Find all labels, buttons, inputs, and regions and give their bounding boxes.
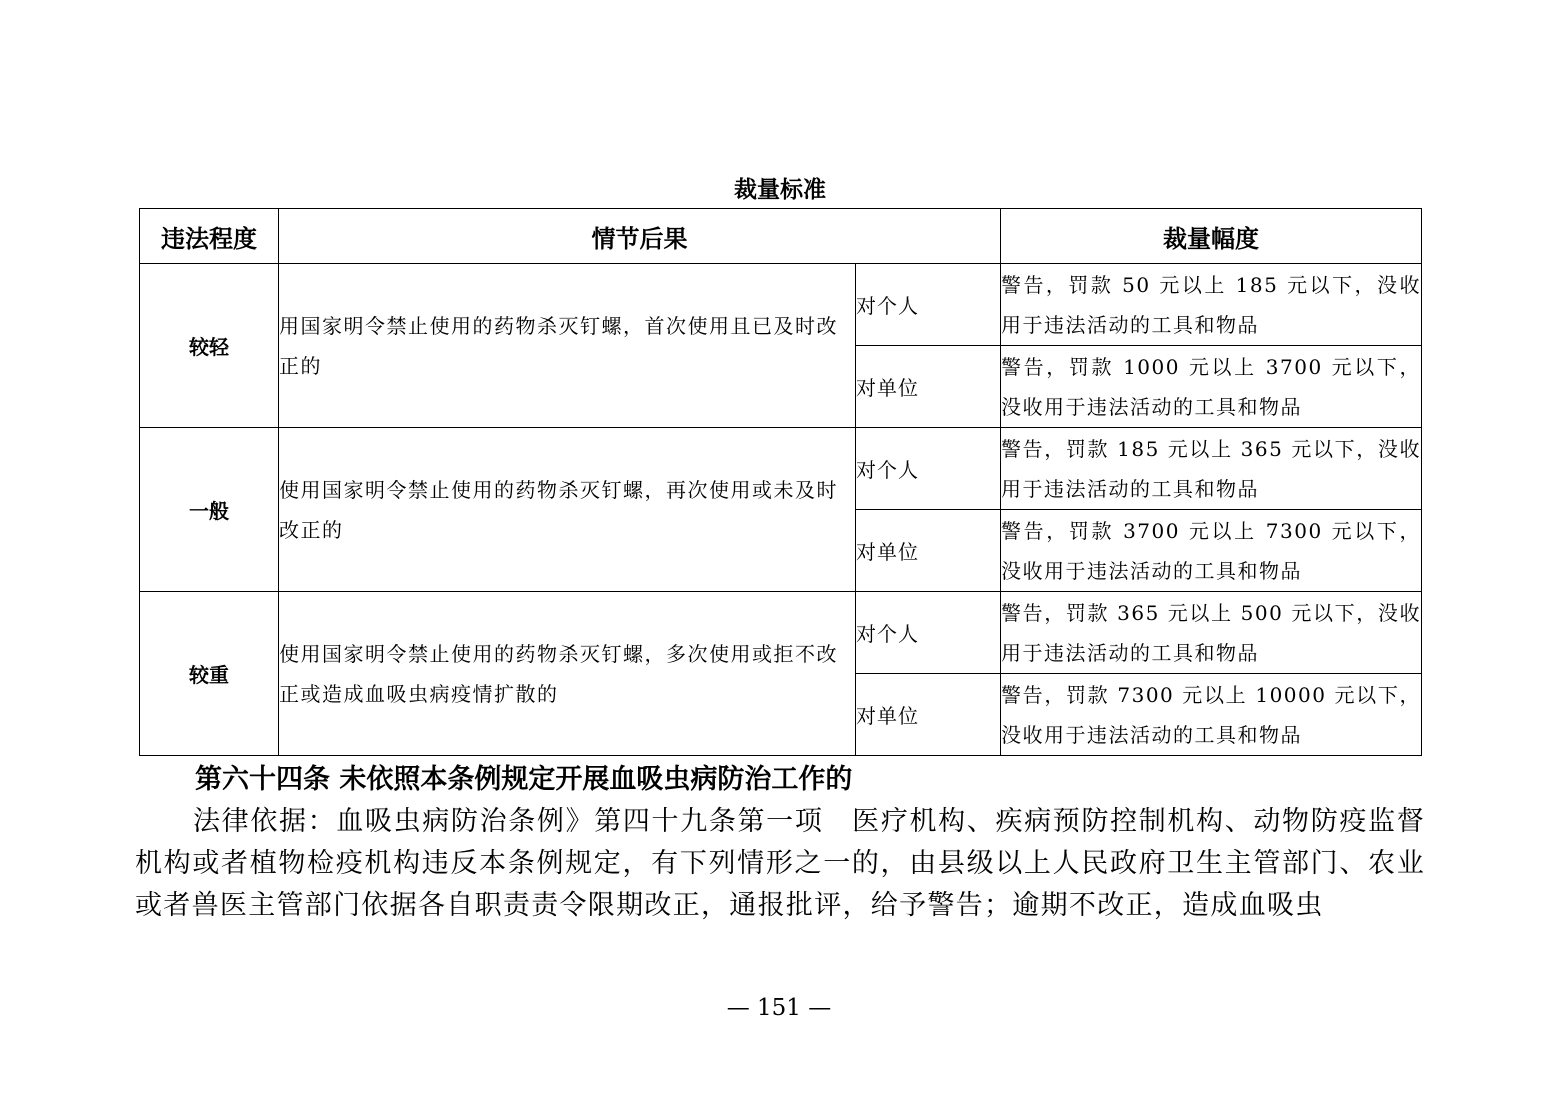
table-title: 裁量标准 bbox=[734, 177, 826, 203]
violation-level: 一般 bbox=[140, 428, 279, 592]
table-row bbox=[140, 264, 1422, 346]
table-row bbox=[140, 428, 1422, 510]
penalty-individual: 警告，罚款 365 元以上 500 元以下，没收用于违法活动的工具和物品 bbox=[1001, 592, 1422, 674]
target-individual: 对个人 bbox=[856, 264, 1001, 346]
table-header-row bbox=[140, 209, 1422, 264]
penalty-unit: 警告，罚款 7300 元以上 10000 元以下，没收用于违法活动的工具和物品 bbox=[1001, 674, 1422, 756]
penalty-individual: 警告，罚款 50 元以上 185 元以下，没收用于违法活动的工具和物品 bbox=[1001, 264, 1422, 346]
target-individual: 对个人 bbox=[856, 428, 1001, 510]
page-number: — 151 — bbox=[726, 995, 832, 1021]
target-individual: 对个人 bbox=[856, 592, 1001, 674]
table-row bbox=[140, 592, 1422, 674]
target-unit: 对单位 bbox=[856, 510, 1001, 592]
circumstance-text: 使用国家明令禁止使用的药物杀灭钉螺，再次使用或未及时改正的 bbox=[279, 428, 856, 592]
violation-level: 较轻 bbox=[140, 264, 279, 428]
target-unit: 对单位 bbox=[856, 346, 1001, 428]
circumstance-text: 用国家明令禁止使用的药物杀灭钉螺，首次使用且已及时改正的 bbox=[279, 264, 856, 428]
target-unit: 对单位 bbox=[856, 674, 1001, 756]
penalty-standard-table bbox=[139, 208, 1422, 756]
article-heading: 第六十四条 未依照本条例规定开展血吸虫病防治工作的 bbox=[195, 764, 853, 795]
circumstance-text: 使用国家明令禁止使用的药物杀灭钉螺，多次使用或拒不改正或造成血吸虫病疫情扩散的 bbox=[279, 592, 856, 756]
header-circumstances: 情节后果 bbox=[279, 209, 1001, 264]
violation-level: 较重 bbox=[140, 592, 279, 756]
penalty-individual: 警告，罚款 185 元以上 365 元以下，没收用于违法活动的工具和物品 bbox=[1001, 428, 1422, 510]
article-body: 法律依据：血吸虫病防治条例》第四十九条第一项 医疗机构、疾病预防控制机构、动物防疫监督机构或者植物检疫机构违反本条例规定，有下列情形之一的，由县级以上人民政府卫生主管部门、农业或者兽医主管部门依据各自职责责令限期改正，通报批评，给予警告；逾期不改正，造成血吸虫 bbox=[135, 806, 1425, 921]
header-penalty-range: 裁量幅度 bbox=[1001, 209, 1422, 264]
penalty-unit: 警告，罚款 1000 元以上 3700 元以下，没收用于违法活动的工具和物品 bbox=[1001, 346, 1422, 428]
header-violation-degree: 违法程度 bbox=[140, 209, 279, 264]
penalty-unit: 警告，罚款 3700 元以上 7300 元以下，没收用于违法活动的工具和物品 bbox=[1001, 510, 1422, 592]
